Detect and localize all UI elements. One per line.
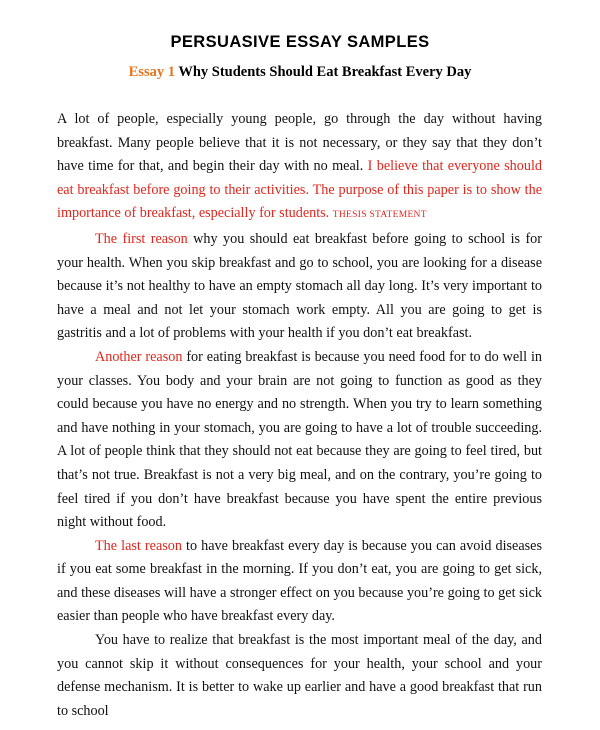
conclusion-text: You have to realize that breakfast is the most important meal of the day, and you cannot skip it without consequences for your health, your school and your defense mechanism. It is better to wake up earlier and have a good breakfast that run to school xyxy=(57,632,542,719)
paragraph-conclusion xyxy=(57,629,542,723)
first-reason-text: why you should eat breakfast before going to school is for your health. When you skip breakfast and go to school, you are looking for a disease because it’s not healthy to have an empty stomach all day long. It’s very important to have a meal and not let your stomach work empty. All you are going to get is gastritis and a lot of problems with your health if you don’t eat breakfast. xyxy=(57,230,542,342)
last-reason-text: to have breakfast every day is because you can avoid diseases if you eat some breakfast in the morning. If you don’t eat, you are going to get sick, and these diseases will have a stronger effect on you because you’re going to get sick easier than people who have breakfast every day. xyxy=(57,537,542,625)
essay-title: Why Students Should Eat Breakfast Every Day xyxy=(178,64,472,80)
essay-body xyxy=(57,108,542,723)
intro-text: A lot of people, especially young people, go through the day without having breakfast. Many people believe that it is not necessary, or they say that they don’t have time for that, and begin their day with no meal. xyxy=(57,111,542,175)
first-reason-lead: The first reason xyxy=(95,230,188,247)
another-reason-lead: Another reason xyxy=(95,348,183,365)
paragraph-intro xyxy=(57,108,542,228)
another-reason-text: for eating breakfast is because you need food for to do well in your classes. You body and your brain are not going to function as good as they could because you have no energy and no strength. When you try to learn something and have nothing in your stomach, you are going to have a lot of trouble succeeding. A lot of people think that they should not eat because they are going to feel tired, but that’s not true. Breakfast is not a very big meal, and on the contrary, you’re going to feel tired if you don’t have breakfast because you have spent the entire previous night without food. xyxy=(57,348,542,531)
document-title: PERSUASIVE ESSAY SAMPLES xyxy=(170,33,430,51)
thesis-statement: I believe that everyone should eat breakfast before going to their activities. The purpose of this paper is to show the importance of breakfast, especially for students. xyxy=(57,158,542,222)
essay-label: Essay 1 xyxy=(128,64,175,80)
essay-heading xyxy=(0,64,600,81)
paragraph-last-reason xyxy=(57,535,542,629)
paragraph-another-reason xyxy=(57,346,542,535)
thesis-tag: THESIS STATEMENT xyxy=(332,210,427,221)
last-reason-lead: The last reason xyxy=(95,537,182,554)
paragraph-first-reason xyxy=(57,228,542,346)
